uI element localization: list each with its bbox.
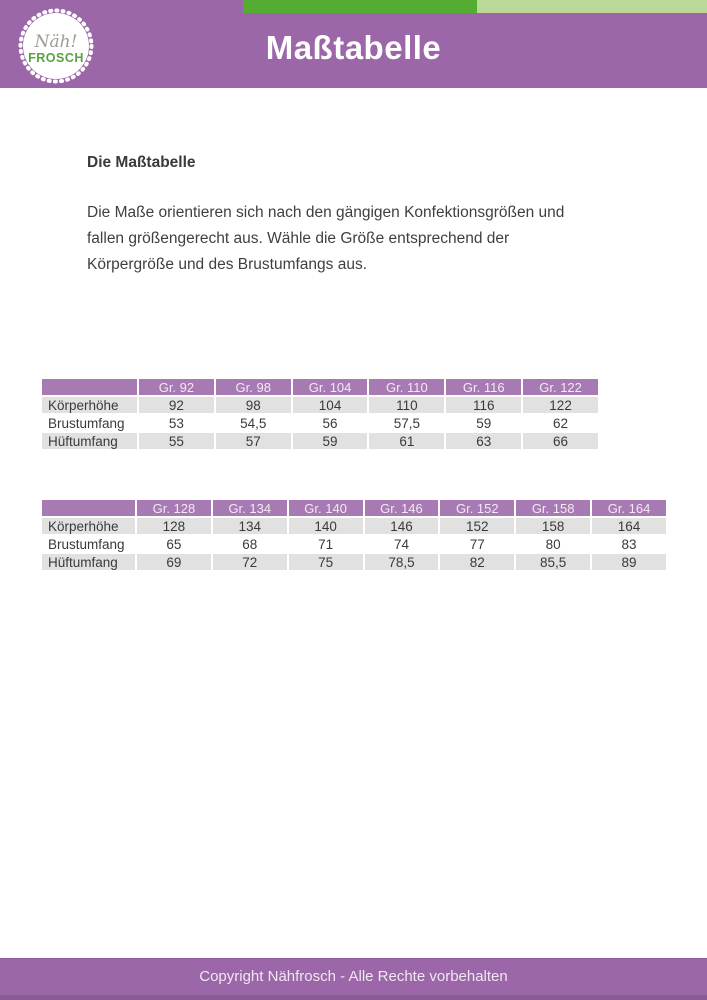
row-label: Körperhöhe (41, 396, 138, 414)
row-label: Hüftumfang (41, 553, 136, 571)
size-column-header: Gr. 92 (138, 378, 215, 396)
size-column-header: Gr. 152 (439, 499, 515, 517)
measurement-cell: 57 (215, 432, 292, 450)
measurement-cell: 128 (136, 517, 212, 535)
measurement-cell: 92 (138, 396, 215, 414)
measurement-cell: 80 (515, 535, 591, 553)
size-column-header: Gr. 158 (515, 499, 591, 517)
measurement-cell: 62 (522, 414, 599, 432)
top-strip-light-green (477, 0, 707, 13)
size-table-small (40, 377, 600, 451)
measurement-cell: 146 (364, 517, 440, 535)
measurement-cell: 122 (522, 396, 599, 414)
table-row (41, 414, 599, 432)
measurement-cell: 89 (591, 553, 667, 571)
table-row (41, 432, 599, 450)
measurement-cell: 74 (364, 535, 440, 553)
page-footer (0, 958, 707, 1000)
table-row (41, 396, 599, 414)
copyright-text: Copyright Nähfrosch - Alle Rechte vorbehalten (199, 968, 508, 985)
measurement-cell: 104 (292, 396, 369, 414)
measurement-cell: 134 (212, 517, 288, 535)
measurement-cell: 98 (215, 396, 292, 414)
logo-script-text: Näh! (34, 32, 78, 52)
table-header-row (41, 378, 599, 396)
table-row (41, 535, 667, 553)
row-label: Hüftumfang (41, 432, 138, 450)
logo-brand-text: FROSCH (28, 51, 84, 65)
measurement-cell: 63 (445, 432, 522, 450)
size-column-header: Gr. 110 (368, 378, 445, 396)
size-column-header: Gr. 116 (445, 378, 522, 396)
table-header-row (41, 499, 667, 517)
measurement-cell: 55 (138, 432, 215, 450)
measurement-cell: 57,5 (368, 414, 445, 432)
size-column-header: Gr. 128 (136, 499, 212, 517)
measurement-cell: 69 (136, 553, 212, 571)
measurement-cell: 61 (368, 432, 445, 450)
measurement-cell: 85,5 (515, 553, 591, 571)
size-column-header: Gr. 98 (215, 378, 292, 396)
size-column-header: Gr. 104 (292, 378, 369, 396)
intro-paragraph: Die Maße orientieren sich nach den gängigen Konfektionsgrößen und fallen größengerecht aus. Wähle die Größe entsprechend der Körpergröße und des Brustumfangs aus. (87, 204, 565, 273)
row-label: Körperhöhe (41, 517, 136, 535)
size-column-header: Gr. 134 (212, 499, 288, 517)
measurement-cell: 158 (515, 517, 591, 535)
page-header (0, 0, 707, 88)
size-column-header: Gr. 122 (522, 378, 599, 396)
measurement-cell: 78,5 (364, 553, 440, 571)
measurement-cell: 110 (368, 396, 445, 414)
corner-header-cell (41, 499, 136, 517)
size-column-header: Gr. 140 (288, 499, 364, 517)
measurement-cell: 54,5 (215, 414, 292, 432)
size-column-header: Gr. 164 (591, 499, 667, 517)
measurement-cell: 82 (439, 553, 515, 571)
top-strip-dark-green (243, 0, 477, 13)
measurement-cell: 71 (288, 535, 364, 553)
measurement-cell: 66 (522, 432, 599, 450)
measurement-cell: 56 (292, 414, 369, 432)
measurement-cell: 68 (212, 535, 288, 553)
measurement-cell: 75 (288, 553, 364, 571)
measurement-cell: 59 (445, 414, 522, 432)
measurement-cell: 53 (138, 414, 215, 432)
row-label: Brustumfang (41, 414, 138, 432)
measurement-cell: 59 (292, 432, 369, 450)
measurement-cell: 72 (212, 553, 288, 571)
measurement-cell: 83 (591, 535, 667, 553)
measurement-cell: 77 (439, 535, 515, 553)
row-label: Brustumfang (41, 535, 136, 553)
measurement-cell: 164 (591, 517, 667, 535)
section-heading: Die Maßtabelle (87, 154, 196, 171)
table-row (41, 517, 667, 535)
corner-header-cell (41, 378, 138, 396)
measurement-cell: 152 (439, 517, 515, 535)
measurement-cell: 140 (288, 517, 364, 535)
size-column-header: Gr. 146 (364, 499, 440, 517)
size-table-large (40, 498, 668, 572)
measurement-cell: 65 (136, 535, 212, 553)
page-title: Maßtabelle (265, 29, 442, 66)
measurement-cell: 116 (445, 396, 522, 414)
table-row (41, 553, 667, 571)
